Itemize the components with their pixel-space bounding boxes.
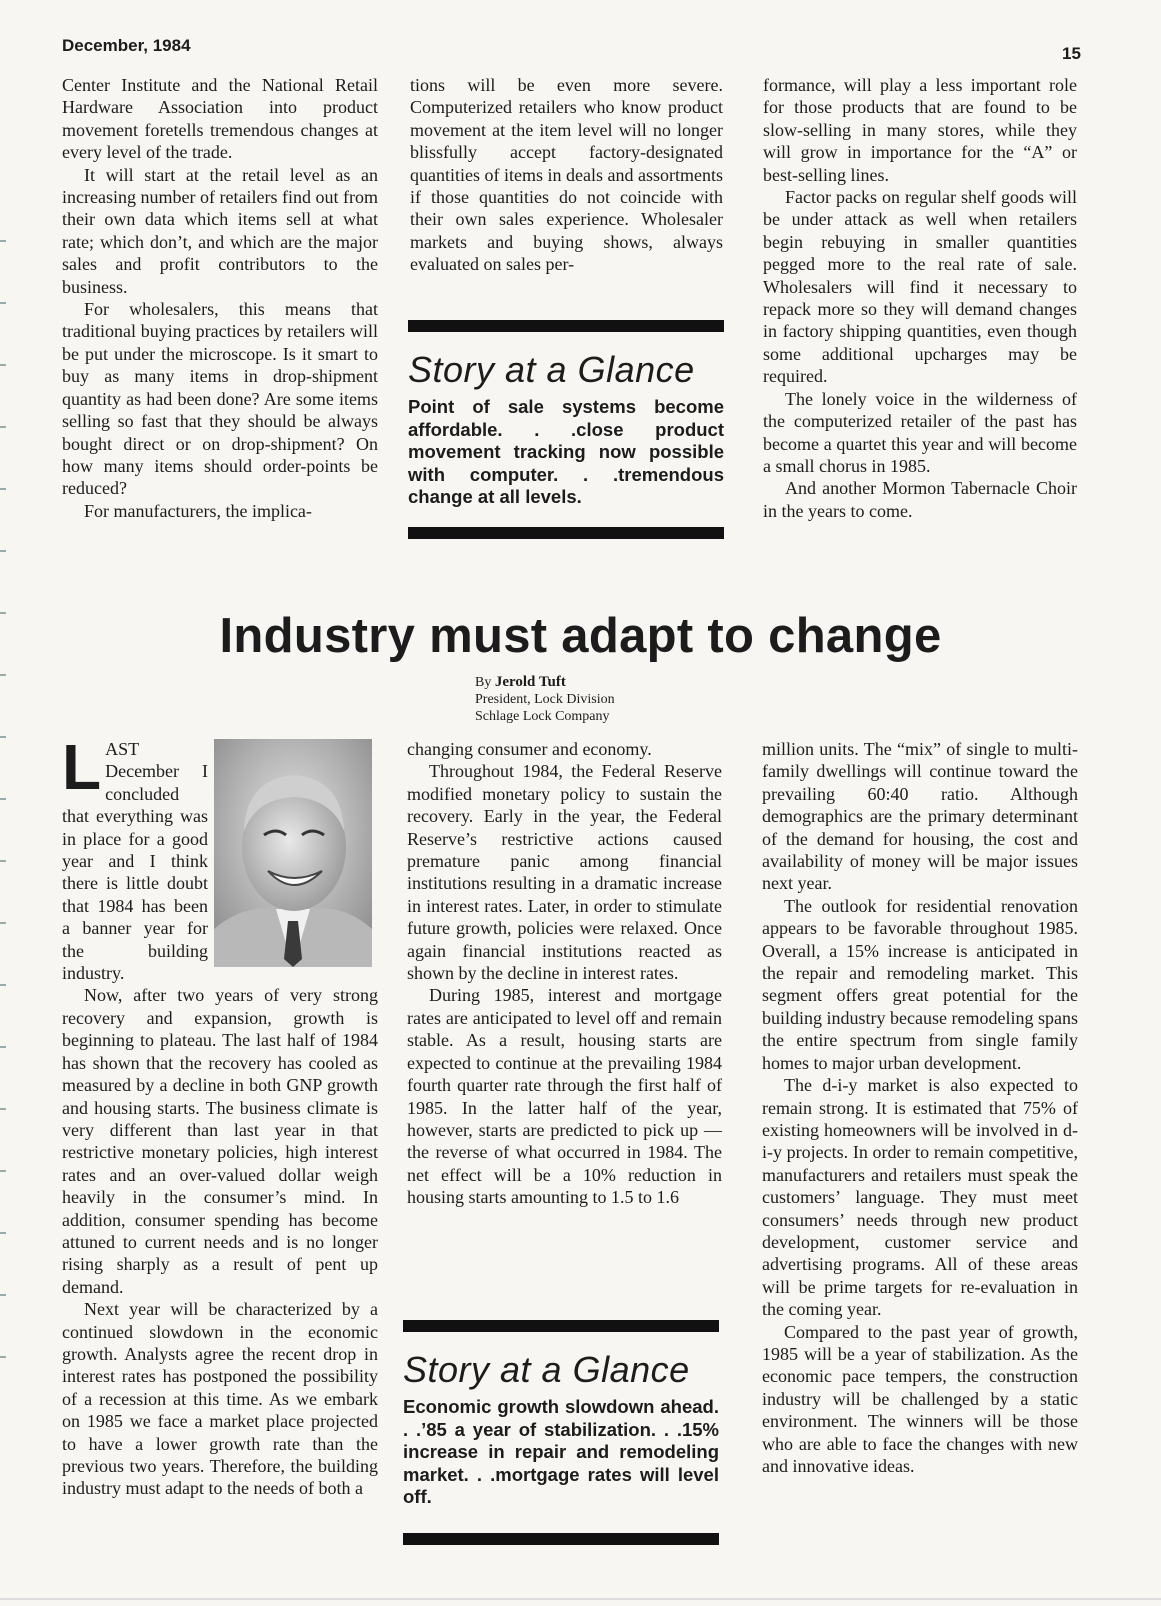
paragraph: Factor packs on regular shelf goods will be under attack as well when retailers begin rebuying in smaller quantities pegged more to the real rate of sale. Wholesalers will find it necessary to repack more so they will demand changes in factory shipping quantities, even though some additional upcharges may be required. [763,187,1077,387]
divider [403,1533,719,1545]
paragraph: Now, after two years of very strong recovery and expansion, growth is beginning to plateau. The last half of 1984 has shown that the recovery has cooled as measured by a decline in both GNP growth and housing starts. The business climate is very different than last year in that restrictive monetary policies, high interest rates and an over-valued dollar weigh heavily in the consumer’s mind. In addition, consumer spending has become attuned to current needs and is no longer rising sharply as a result of pent up demand. [62,985,378,1297]
story-at-a-glance-box [408,320,724,539]
prev-article-column-2 [410,74,723,276]
paragraph: Compared to the past year of growth, 1985 will be a year of stabilization. As the economic pace tempers, the construction industry will be challenged by a static environment. The winners will be those who are able to face the changes with new and innovative ideas. [762,1321,1078,1476]
intro-wrapped-paragraph [62,731,208,984]
byline [475,674,615,725]
article-column-1 [62,731,378,1500]
byline-prefix: By [475,675,492,690]
paragraph: million units. The “mix” of single to multi-family dwellings will continue toward the prevailing 60:40 ratio. Although demographics are the primary determinant of the demand for housing, the cost and availability of money will be major issues next year. [762,739,1078,894]
paragraph: Center Institute and the National Retail Hardware Association into product movement foretells tremendous changes at every level of the trade. [62,75,378,163]
article-headline: Industry must adapt to change [219,609,942,663]
glance-text: Economic growth slowdown ahead. . .’85 a year of stabilization. . .15% increase in repair and remodeling market. . .mortgage rates will level off. [403,1396,719,1507]
paragraph: For wholesalers, this means that traditional buying practices by retailers will be put under the microscope. Is it smart to buy as many items in drop-shipment quantity as had been done? Are some items selling so fast that they should be always bought direct or on drop-shipment? On how many items should order-points be reduced? [62,299,378,499]
paragraph: formance, will play a less important role for those products that are found to be slow-selling in many stores, while they will grow in importance for the “A” or best-selling lines. [763,75,1077,185]
prev-article-column-1 [62,74,378,522]
divider [408,527,724,539]
glance-text: Point of sale systems become affordable. . .close product movement tracking now possible with computer. . .tremendous change at all levels. [408,396,724,507]
binding-edge [0,180,6,1360]
paragraph: And another Mormon Tabernacle Choir in the years to come. [763,478,1077,521]
glance-title: Story at a Glance [408,349,695,390]
paragraph: tions will be even more severe. Computerized retailers who know product movement at the item level will no longer blissfully accept factory-designated quantities of items in deals and assortments if those quantities do not coincide with their own sales experience. Wholesaler markets and buying shows, always evaluated on sales per- [410,75,723,275]
author-title: President, Lock Division [475,692,615,707]
author-company: Schlage Lock Company [475,709,610,724]
divider [403,1320,719,1332]
prev-article-column-3 [763,74,1077,522]
drop-cap: L [62,731,102,803]
divider [408,320,724,332]
paragraph: For manufacturers, the implica- [84,500,312,521]
paragraph: The lonely voice in the wilderness of the computerized retailer of the past has become a quartet this year and will become a small chorus in 1985. [763,388,1077,476]
page-bottom-edge [0,1598,1161,1600]
paragraph: changing consumer and economy. [407,739,652,759]
paragraph: Next year will be characterized by a continued slowdown in the economic growth. Analysts agree the recent drop in interest rates has postponed the possibility of a recession at this time. As we embark on 1985 we face a market place projected to have a lower growth rate than the previous two years. Therefore, the building industry must adapt to the needs of both a [62,1299,378,1499]
paragraph: The d-i-y market is also expected to remain strong. It is estimated that 75% of existing homeowners will be involved in d-i-y projects. In order to remain competitive, manufacturers and retailers must speak the customers’ language. They must meet consumers’ needs through new product development, customer service and advertising programs. All of these areas will be prime targets for re-evaluation in the coming year. [762,1075,1078,1320]
paragraph: The outlook for residential renovation appears to be favorable throughout 1985. Overall, a 15% increase is anticipated in the repair and remodeling market. This segment offers great potential for the building industry because remodeling spans the entire spectrum from single family homes to major urban development. [762,895,1078,1073]
article-column-2 [407,738,722,1209]
issue-date: December, 1984 [62,36,191,55]
paragraph: During 1985, interest and mortgage rates are anticipated to level off and remain stable. As a result, housing starts are expected to continue at the prevailing 1984 fourth quarter rate through the first half of 1985. In the latter half of the year, however, starts are predicted to pick up — the reverse of what occurred in 1984. The net effect will be a 10% reduction in housing starts amounting to 1.5 to 1.6 [407,985,722,1208]
page-number: 15 [1062,44,1081,63]
intro-text: AST December I concluded that everything was in place for a good year and I think there is little doubt that 1984 has been a banner year for the building industry. [62,739,208,984]
paragraph: Throughout 1984, the Federal Reserve modified monetary policy to sustain the recovery. Early in the year, the Federal Reserve’s restrictive actions caused premature panic among financial institutions resulting in a dramatic increase in interest rates. Later, in order to stimulate future growth, policies were relaxed. Once again financial institutions reacted as shown by the decline in interest rates. [407,761,722,984]
story-at-a-glance-box [403,1320,719,1545]
article-column-3 [762,738,1078,1477]
author-name: Jerold Tuft [494,674,566,690]
glance-title: Story at a Glance [403,1349,690,1390]
paragraph: It will start at the retail level as an increasing number of retailers find out from their own data which items sell at what rate; which don’t, and which are the major sales and profit contributors to the business. [62,164,378,297]
